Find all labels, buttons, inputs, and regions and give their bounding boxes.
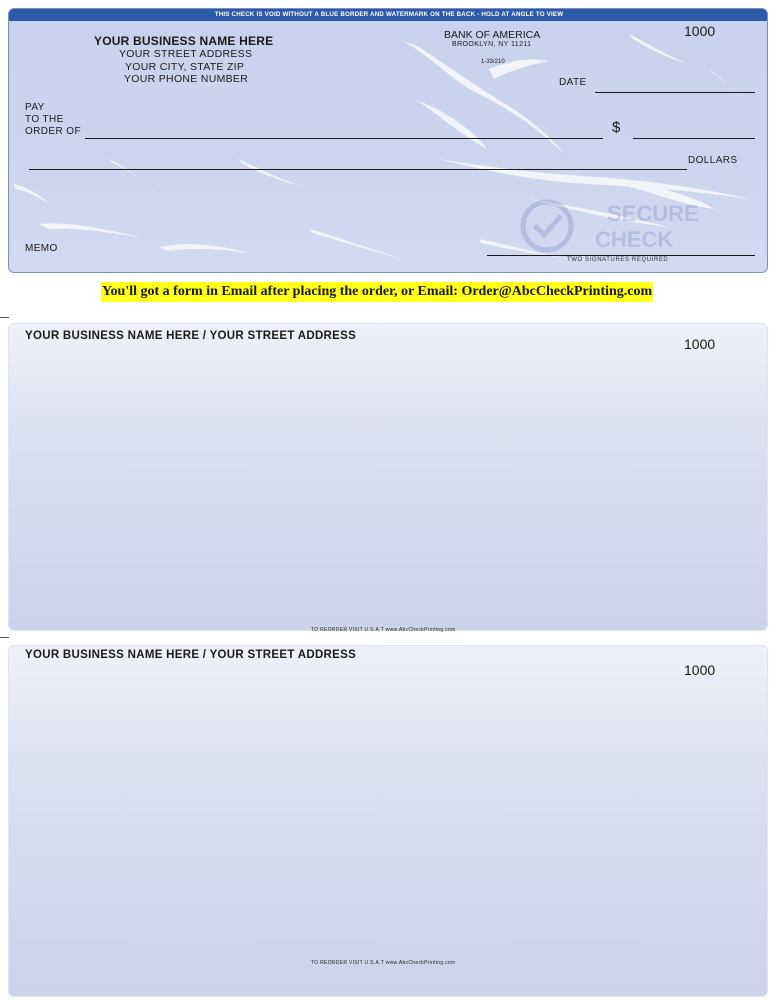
stub-footer: TO REORDER VISIT U.S.A.T www.AbcCheckPrinting.com bbox=[311, 627, 456, 633]
order-notice: You'll got a form in Email after placing the order, or Email: Order@AbcCheckPrinting.com bbox=[101, 282, 653, 302]
order-of-label: ORDER OF bbox=[25, 126, 81, 137]
stub-footer: TO REORDER VISIT U.S.A.T www.AbcCheckPrinting.com bbox=[311, 960, 456, 966]
dollars-label: DOLLARS bbox=[688, 155, 738, 166]
phone-number: YOUR PHONE NUMBER bbox=[124, 73, 249, 85]
stub-title: YOUR BUSINESS NAME HERE / YOUR STREET ADDRESS bbox=[25, 649, 357, 661]
stub-check-number: 1000 bbox=[684, 336, 716, 352]
city-state-zip: YOUR CITY, STATE ZIP bbox=[125, 61, 245, 73]
memo-label: MEMO bbox=[25, 243, 58, 254]
stub-title: YOUR BUSINESS NAME HERE / YOUR STREET ADDRESS bbox=[25, 330, 357, 342]
fraction-code: 1-33/210 bbox=[481, 59, 505, 65]
amount-line bbox=[633, 138, 755, 139]
watermark-check-text: CHECK bbox=[595, 227, 674, 252]
bank-name: BANK OF AMERICA bbox=[444, 29, 541, 41]
amount-words-line bbox=[29, 169, 687, 170]
perforation-tick bbox=[0, 637, 9, 638]
bank-address: BROOKLYN, NY 11211 bbox=[452, 41, 532, 48]
perforation-tick bbox=[0, 317, 9, 318]
payee-line bbox=[85, 138, 603, 139]
void-warning-banner: THIS CHECK IS VOID WITHOUT A BLUE BORDER AND WATERMARK ON THE BACK - HOLD AT ANGLE TO VIEW bbox=[9, 9, 768, 21]
check bbox=[8, 8, 768, 273]
street-address: YOUR STREET ADDRESS bbox=[119, 48, 253, 60]
dollar-sign: $ bbox=[612, 119, 621, 136]
signature-note: TWO SIGNATURES REQUIRED bbox=[567, 257, 669, 263]
pay-label: PAY bbox=[25, 102, 45, 113]
watermark-secure-text: SECURE bbox=[607, 201, 699, 226]
business-name: YOUR BUSINESS NAME HERE bbox=[94, 34, 274, 48]
check-number: 1000 bbox=[684, 23, 716, 39]
secure-check-watermark bbox=[517, 197, 761, 255]
stub-2 bbox=[8, 645, 768, 997]
stub-check-number: 1000 bbox=[684, 662, 716, 678]
signature-line bbox=[487, 255, 755, 256]
date-line bbox=[595, 92, 755, 93]
date-label: DATE bbox=[559, 77, 587, 88]
stub-1 bbox=[8, 323, 768, 631]
to-the-label: TO THE bbox=[25, 114, 64, 125]
